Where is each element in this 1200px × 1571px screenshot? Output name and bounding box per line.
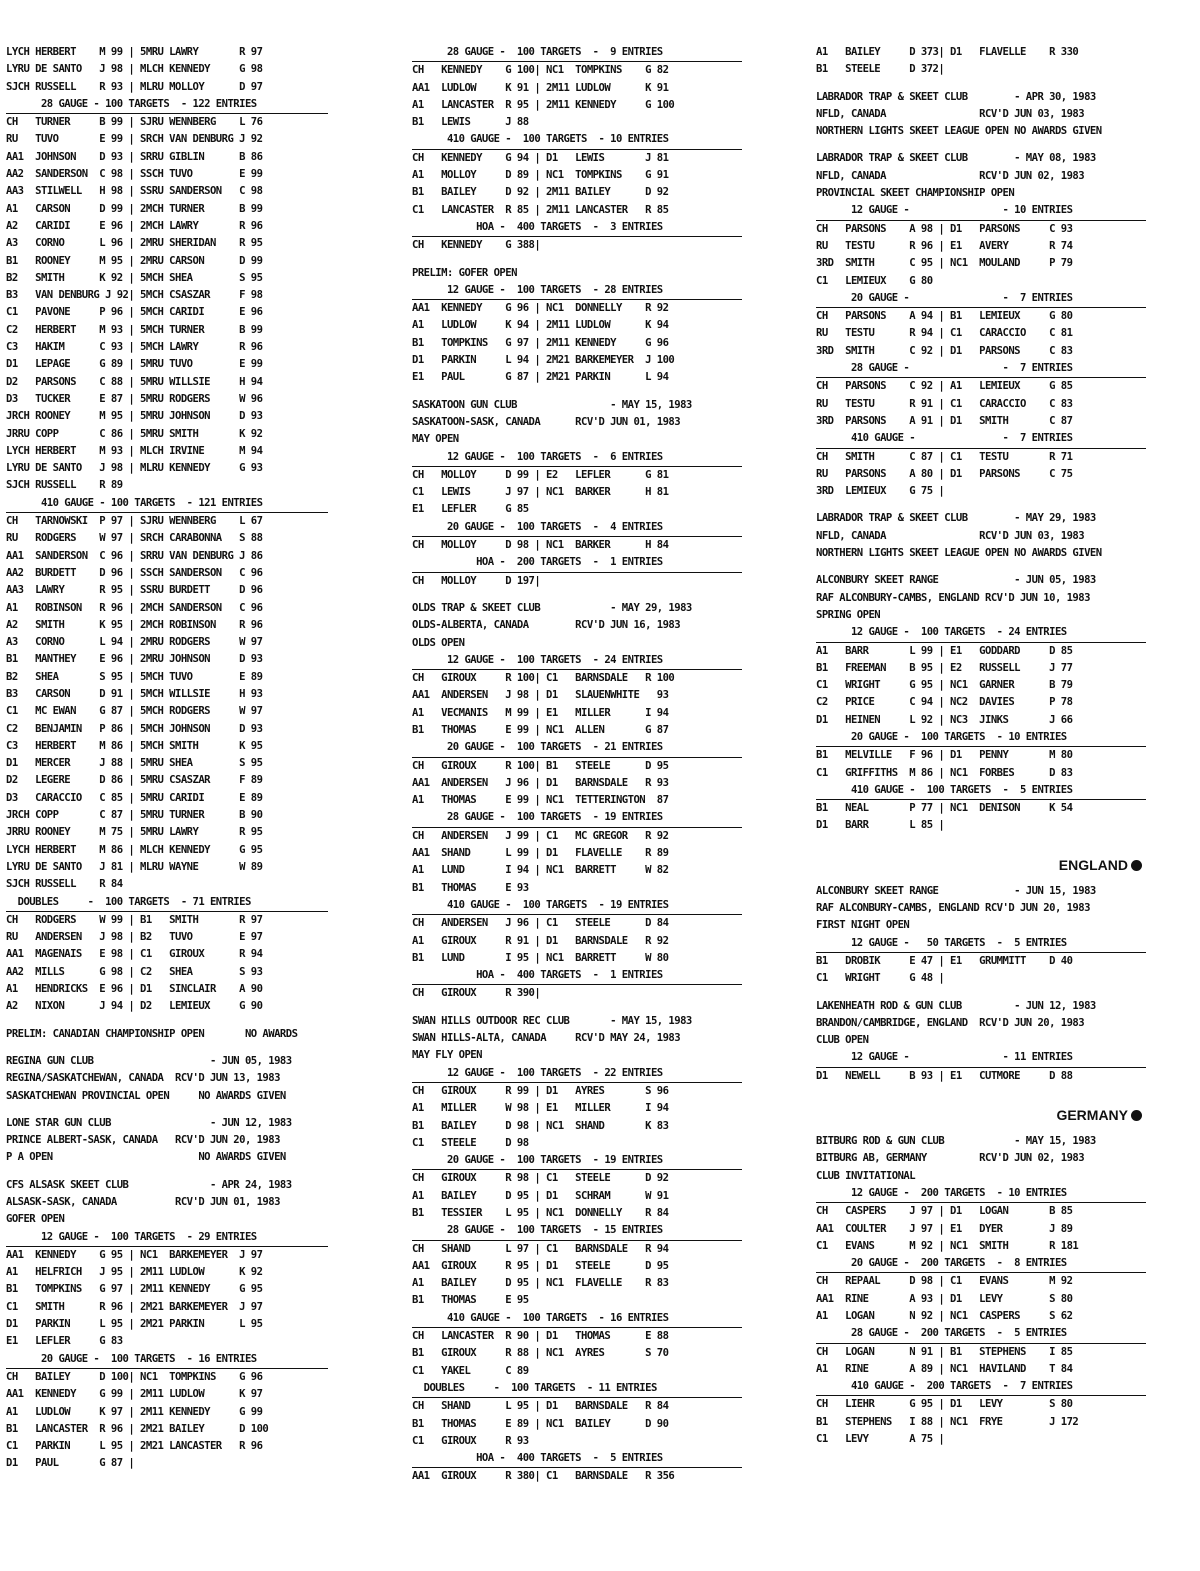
result-line: LYCH HERBERT M 86 | MLCH KENNEDY G 95 (6, 843, 263, 856)
result-block (6, 1053, 328, 1105)
result-line: C3 HERBERT M 86 | 5MCH SMITH K 95 (6, 739, 263, 752)
result-line: D2 PARSONS C 88 | 5MRU WILLSIE H 94 (6, 375, 263, 388)
result-block (816, 89, 1146, 141)
event-header: HOA - 400 TARGETS - 3 ENTRIES (412, 219, 742, 237)
result-line: C1 EVANS M 92 | NC1 SMITH R 181 (816, 1239, 1079, 1252)
result-line: D2 LEGERE D 86 | 5MRU CSASZAR F 89 (6, 774, 263, 787)
event-header: 12 GAUGE - 50 TARGETS - 5 ENTRIES (816, 935, 1146, 953)
result-line: AA1 COULTER J 97 | E1 DYER J 89 (816, 1222, 1073, 1235)
result-line: SJCH RUSSELL R 89 (6, 479, 123, 492)
result-line: RU TUVO E 99 | SRCH VAN DENBURG J 92 (6, 133, 263, 146)
result-line: A1 LANCASTER R 95 | 2M11 KENNEDY G 100 (412, 98, 675, 111)
result-line: C1 LEMIEUX G 80 (816, 274, 933, 287)
result-line: CH PARSONS A 94 | B1 LEMIEUX G 80 (816, 310, 1073, 323)
result-block (816, 150, 1146, 500)
result-line: RU TESTU R 91 | C1 CARACCIO C 83 (816, 397, 1073, 410)
result-line: B1 LEWIS J 88 (412, 116, 529, 129)
result-line: AA2 MILLS G 98 | C2 SHEA S 93 (6, 965, 263, 978)
country-heading (816, 853, 1146, 877)
result-line: B1 LUND I 95 | NC1 BARRETT W 80 (412, 951, 669, 964)
result-line: CH SHAND L 95 | D1 BARNSDALE R 84 (412, 1400, 669, 1413)
result-line: B2 SMITH K 92 | 5MCH SHEA S 95 (6, 271, 263, 284)
result-block (816, 510, 1146, 562)
result-line: LYCH HERBERT M 93 | MLCH IRVINE M 94 (6, 444, 263, 457)
result-line: CH MOLLOY D 98 | NC1 BARKER H 84 (412, 539, 669, 552)
event-header: 20 GAUGE - 200 TARGETS - 8 ENTRIES (816, 1255, 1146, 1273)
result-line: BRANDON/CAMBRIDGE, ENGLAND RCV'D JUN 20, 1983 (816, 1016, 1085, 1029)
result-line: D1 HEINEN L 92 | NC3 JINKS J 66 (816, 713, 1073, 726)
result-line: A1 GIROUX R 91 | D1 BARNSDALE R 92 (412, 934, 669, 947)
result-line: CH LIEHR G 95 | D1 LEVY S 80 (816, 1398, 1073, 1411)
event-header: 410 GAUGE - 100 TARGETS - 10 ENTRIES (412, 131, 742, 149)
block-spacer (816, 79, 1146, 89)
result-line: B1 THOMAS E 99 | NC1 ALLEN G 87 (412, 723, 669, 736)
event-header: 28 GAUGE - 100 TARGETS - 19 ENTRIES (412, 809, 742, 827)
result-block (816, 883, 1146, 988)
result-line: ALCONBURY SKEET RANGE - JUN 15, 1983 (816, 884, 1096, 897)
result-line: A1 LUND I 94 | NC1 BARRETT W 82 (412, 864, 669, 877)
block-spacer (816, 562, 1146, 572)
result-line: A1 BARR L 99 | E1 GODDARD D 85 (816, 644, 1073, 657)
result-line: AA1 KENNEDY G 96 | NC1 DONNELLY R 92 (412, 302, 669, 315)
event-header: 12 GAUGE - 100 TARGETS - 22 ENTRIES (412, 1065, 742, 1083)
result-line: CH SMITH C 87 | C1 TESTU R 71 (816, 450, 1073, 463)
result-line: A1 ROBINSON R 96 | 2MCH SANDERSON C 96 (6, 601, 263, 614)
result-line: CH ANDERSEN J 96 | C1 STEELE D 84 (412, 917, 669, 930)
result-block (412, 397, 742, 590)
event-header: 12 GAUGE - 200 TARGETS - 10 ENTRIES (816, 1185, 1146, 1203)
block-spacer (412, 255, 742, 265)
result-line: REGINA GUN CLUB - JUN 05, 1983 (6, 1054, 292, 1067)
result-line: A1 HELFRICH J 95 | 2M11 LUDLOW K 92 (6, 1266, 263, 1279)
event-header: 28 GAUGE - 100 TARGETS - 9 ENTRIES (412, 44, 742, 62)
result-line: C1 WRIGHT G 95 | NC1 GARNER B 79 (816, 679, 1073, 692)
result-line: CH CASPERS J 97 | D1 LOGAN B 85 (816, 1205, 1073, 1218)
result-line: CH LANCASTER R 90 | D1 THOMAS E 88 (412, 1330, 669, 1343)
result-line: SJCH RUSSELL R 93 | MLRU MOLLOY D 97 (6, 80, 263, 93)
result-line: CH MOLLOY D 99 | E2 LEFLER G 81 (412, 468, 669, 481)
event-header: 12 GAUGE - 100 TARGETS - 24 ENTRIES (816, 624, 1146, 642)
event-header: 12 GAUGE - 100 TARGETS - 29 ENTRIES (6, 1229, 328, 1247)
event-header: 12 GAUGE - 100 TARGETS - 6 ENTRIES (412, 449, 742, 467)
result-line: B1 BAILEY D 92 | 2M11 BAILEY D 92 (412, 186, 669, 199)
result-line: LAKENHEATH ROD & GUN CLUB - JUN 12, 1983 (816, 999, 1096, 1012)
result-line: C2 PRICE C 94 | NC2 DAVIES P 78 (816, 696, 1073, 709)
result-block (6, 44, 328, 1016)
result-line: LONE STAR GUN CLUB - JUN 12, 1983 (6, 1116, 292, 1129)
block-spacer (6, 1473, 328, 1483)
result-line: A2 NIXON J 94 | D2 LEMIEUX G 90 (6, 1000, 263, 1013)
result-line: B1 MELVILLE F 96 | D1 PENNY M 80 (816, 749, 1073, 762)
result-line: B2 SHEA S 95 | 5MCH TUVO E 89 (6, 670, 263, 683)
result-line: CH ANDERSEN J 99 | C1 MC GREGOR R 92 (412, 829, 669, 842)
result-line: LYRU DE SANTO J 98 | MLCH KENNEDY G 98 (6, 63, 263, 76)
event-header: 20 GAUGE - 100 TARGETS - 19 ENTRIES (412, 1152, 742, 1170)
result-line: CH KENNEDY G 100| NC1 TOMPKINS G 82 (412, 64, 669, 77)
result-line: PRELIM: CANADIAN CHAMPIONSHIP OPEN NO AWARDS (6, 1027, 298, 1040)
result-line: SASKATOON GUN CLUB - MAY 15, 1983 (412, 398, 692, 411)
result-line: AA3 STILWELL H 98 | SSRU SANDERSON C 98 (6, 185, 263, 198)
result-line: CH GIROUX R 100| B1 STEELE D 95 (412, 759, 669, 772)
result-line: JRCH ROONEY M 95 | 5MRU JOHNSON D 93 (6, 410, 263, 423)
result-line: CH PARSONS A 98 | D1 PARSONS C 93 (816, 222, 1073, 235)
result-line: JRRU COPP C 86 | 5MRU SMITH K 92 (6, 427, 263, 440)
event-header: 28 GAUGE - 100 TARGETS - 122 ENTRIES (6, 96, 328, 114)
result-line: AA2 BURDETT D 96 | SSCH SANDERSON C 96 (6, 566, 263, 579)
result-line: C1 SMITH R 96 | 2M21 BARKEMEYER J 97 (6, 1300, 263, 1313)
result-line: NORTHERN LIGHTS SKEET LEAGUE OPEN NO AWARDS GIVEN (816, 125, 1102, 138)
result-line: E1 LEFLER G 83 (6, 1335, 123, 1348)
result-line: CH GIROUX R 390| (412, 987, 541, 1000)
block-spacer (816, 835, 1146, 845)
result-line: RU ANDERSEN J 98 | B2 TUVO E 97 (6, 931, 263, 944)
result-line: A1 BAILEY D 95 | NC1 FLAVELLE R 83 (412, 1277, 669, 1290)
result-line: CH PARSONS C 92 | A1 LEMIEUX G 85 (816, 380, 1073, 393)
result-line: RU PARSONS A 80 | D1 PARSONS C 75 (816, 467, 1073, 480)
result-line: AA1 KENNEDY G 95 | NC1 BARKEMEYER J 97 (6, 1248, 263, 1261)
result-line: D1 PARKIN L 94 | 2M21 BARKEMEYER J 100 (412, 354, 675, 367)
result-line: B1 TOMPKINS G 97 | 2M11 KENNEDY G 96 (412, 336, 669, 349)
result-line: AA1 SANDERSON C 96 | SRRU VAN DENBURG J 86 (6, 549, 263, 562)
result-line: B1 TOMPKINS G 97 | 2M11 KENNEDY G 95 (6, 1283, 263, 1296)
result-line: B1 THOMAS E 93 (412, 881, 529, 894)
result-line: E1 PAUL G 87 | 2M21 PARKIN L 94 (412, 371, 669, 384)
result-line: CLUB INVITATIONAL (816, 1169, 916, 1182)
block-spacer (412, 387, 742, 397)
results-column-3 (816, 44, 1146, 1458)
result-line: C1 PAVONE P 96 | 5MCH CARIDI E 96 (6, 306, 263, 319)
block-spacer (6, 1167, 328, 1177)
result-line: CH KENNEDY G 388| (412, 239, 541, 252)
result-line: AA1 KENNEDY G 99 | 2M11 LUDLOW K 97 (6, 1388, 263, 1401)
result-line: OLDS TRAP & SKEET CLUB - MAY 29, 1983 (412, 601, 692, 614)
event-header: 410 GAUGE - 100 TARGETS - 19 ENTRIES (412, 897, 742, 915)
result-line: A2 CARIDI E 96 | 2MCH LAWRY R 96 (6, 219, 263, 232)
result-line: JRRU ROONEY M 75 | 5MRU LAWRY R 95 (6, 826, 263, 839)
result-block (6, 1026, 328, 1043)
result-line: A1 LUDLOW K 97 | 2M11 KENNEDY G 99 (6, 1405, 263, 1418)
result-line: B1 STEELE D 372| (816, 63, 945, 76)
result-line: AA1 SHAND L 99 | D1 FLAVELLE R 89 (412, 847, 669, 860)
result-line: CH REPAAL D 98 | C1 EVANS M 92 (816, 1275, 1073, 1288)
result-line: CH BAILEY D 100| NC1 TOMPKINS G 96 (6, 1370, 263, 1383)
result-line: E1 LEFLER G 85 (412, 503, 529, 516)
result-line: BITBURG AB, GERMANY RCV'D JUN 02, 1983 (816, 1152, 1085, 1165)
result-line: B3 VAN DENBURG J 92| 5MCH CSASZAR F 98 (6, 289, 263, 302)
result-line: RU RODGERS W 97 | SRCH CARABONNA S 88 (6, 532, 263, 545)
result-line: A3 CORNO L 94 | 2MRU RODGERS W 97 (6, 636, 263, 649)
event-header: 28 GAUGE - 200 TARGETS - 5 ENTRIES (816, 1325, 1146, 1343)
result-line: MAY FLY OPEN (412, 1049, 482, 1062)
result-line: PRINCE ALBERT-SASK, CANADA RCV'D JUN 20, 1983 (6, 1134, 280, 1147)
block-spacer (6, 1105, 328, 1115)
result-line: SJCH RUSSELL R 84 (6, 878, 123, 891)
result-line: LYCH HERBERT M 99 | 5MRU LAWRY R 97 (6, 46, 263, 58)
result-line: REGINA/SASKATCHEWAN, CANADA RCV'D JUN 13, 1983 (6, 1072, 280, 1085)
result-line: AA1 RINE A 93 | D1 LEVY S 80 (816, 1292, 1073, 1305)
result-line: ALCONBURY SKEET RANGE - JUN 05, 1983 (816, 574, 1096, 587)
result-line: P A OPEN NO AWARDS GIVEN (6, 1151, 286, 1164)
result-line: B1 DROBIK E 47 | E1 GRUMMITT D 40 (816, 954, 1073, 967)
result-line: D3 CARACCIO C 85 | 5MRU CARIDI E 89 (6, 791, 263, 804)
result-line: AA1 ANDERSEN J 96 | D1 BARNSDALE R 93 (412, 776, 669, 789)
result-line: A2 SMITH K 95 | 2MCH ROBINSON R 96 (6, 618, 263, 631)
result-line: A1 LUDLOW K 94 | 2M11 LUDLOW K 94 (412, 319, 669, 332)
result-line: RAF ALCONBURY-CAMBS, ENGLAND RCV'D JUN 20, 1983 (816, 902, 1090, 915)
result-line: CH LOGAN N 91 | B1 STEPHENS I 85 (816, 1345, 1073, 1358)
result-line: CH GIROUX R 100| C1 BARNSDALE R 100 (412, 672, 675, 685)
result-line: D1 PARKIN L 95 | 2M21 PARKIN L 95 (6, 1318, 263, 1331)
result-line: D1 NEWELL B 93 | E1 CUTMORE D 88 (816, 1069, 1073, 1082)
event-header: 12 GAUGE - 100 TARGETS - 28 ENTRIES (412, 282, 742, 300)
result-block (816, 1133, 1146, 1448)
result-line: A1 THOMAS E 99 | NC1 TETTERINGTON 87 (412, 794, 669, 807)
result-line: B1 NEAL P 77 | NC1 DENISON K 54 (816, 802, 1073, 815)
result-line: CH TARNOWSKI P 97 | SJRU WENNBERG L 67 (6, 515, 263, 528)
result-line: RU TESTU R 94 | C1 CARACCIO C 81 (816, 327, 1073, 340)
result-line: LABRADOR TRAP & SKEET CLUB - MAY 29, 1983 (816, 512, 1096, 525)
event-header: 20 GAUGE - 100 TARGETS - 21 ENTRIES (412, 739, 742, 757)
block-spacer (816, 1448, 1146, 1458)
result-line: B1 ROONEY M 95 | 2MRU CARSON D 99 (6, 254, 263, 267)
block-spacer (412, 1486, 742, 1496)
result-line: SASKATCHEWAN PROVINCIAL OPEN NO AWARDS GIVEN (6, 1089, 286, 1102)
result-line: JRCH COPP C 87 | 5MRU TURNER B 90 (6, 809, 263, 822)
result-line: A1 BAILEY D 95 | D1 SCHRAM W 91 (412, 1189, 669, 1202)
result-line: CH RODGERS W 99 | B1 SMITH R 97 (6, 913, 263, 926)
block-spacer (6, 1043, 328, 1053)
result-line: AA2 SANDERSON C 98 | SSCH TUVO E 99 (6, 168, 263, 181)
event-header: 12 GAUGE - - 10 ENTRIES (816, 202, 1146, 220)
event-header: HOA - 400 TARGETS - 5 ENTRIES (412, 1450, 742, 1468)
result-line: C2 HERBERT M 93 | 5MCH TURNER B 99 (6, 323, 263, 336)
result-line: D3 TUCKER E 87 | 5MRU RODGERS W 96 (6, 392, 263, 405)
result-line: SWAN HILLS OUTDOOR REC CLUB - MAY 15, 1983 (412, 1014, 692, 1027)
event-header: 28 GAUGE - - 7 ENTRIES (816, 360, 1146, 378)
result-line: A1 VECMANIS M 99 | E1 MILLER I 94 (412, 706, 669, 719)
result-line: RAF ALCONBURY-CAMBS, ENGLAND RCV'D JUN 10, 1983 (816, 591, 1090, 604)
result-line: MAY OPEN (412, 433, 459, 446)
result-line: PRELIM: GOFER OPEN (412, 266, 517, 279)
result-line: NFLD, CANADA RCV'D JUN 02, 1983 (816, 169, 1085, 182)
result-line: 3RD SMITH C 92 | D1 PARSONS C 83 (816, 344, 1073, 357)
result-line: B3 CARSON D 91 | 5MCH WILLSIE H 93 (6, 687, 263, 700)
result-line: AA1 GIROUX R 95 | D1 STEELE D 95 (412, 1259, 669, 1272)
result-line: NORTHERN LIGHTS SKEET LEAGUE OPEN NO AWARDS GIVEN (816, 547, 1102, 560)
block-spacer (6, 1016, 328, 1026)
block-spacer (412, 1003, 742, 1013)
result-line: 3RD PARSONS A 91 | D1 SMITH C 87 (816, 414, 1073, 427)
result-line: OLDS OPEN (412, 636, 465, 649)
country-label: ENGLAND (1058, 856, 1128, 873)
result-line: B1 THOMAS E 89 | NC1 BAILEY D 90 (412, 1417, 669, 1430)
event-header: HOA - 200 TARGETS - 1 ENTRIES (412, 554, 742, 572)
bullet-dot-icon (1131, 860, 1142, 871)
event-header: 20 GAUGE - 100 TARGETS - 16 ENTRIES (6, 1351, 328, 1369)
result-line: LYRU DE SANTO J 98 | MLRU KENNEDY G 93 (6, 462, 263, 475)
result-line: 3RD LEMIEUX G 75 | (816, 485, 945, 498)
result-line: LABRADOR TRAP & SKEET CLUB - APR 30, 1983 (816, 90, 1096, 103)
result-line: D1 BARR L 85 | (816, 819, 945, 832)
result-line: A1 MILLER W 98 | E1 MILLER I 94 (412, 1102, 669, 1115)
result-line: LABRADOR TRAP & SKEET CLUB - MAY 08, 1983 (816, 152, 1096, 165)
result-line: C1 YAKEL C 89 (412, 1364, 529, 1377)
result-line: CH MOLLOY D 197| (412, 574, 541, 587)
country-label: GERMANY (1056, 1107, 1128, 1124)
results-column-2 (412, 44, 742, 1496)
block-spacer (816, 1085, 1146, 1095)
result-line: CH GIROUX R 98 | C1 STEELE D 92 (412, 1172, 669, 1185)
result-line: CLUB OPEN (816, 1034, 869, 1047)
result-block (816, 572, 1146, 834)
result-line: A1 MOLLOY D 89 | NC1 TOMPKINS G 91 (412, 169, 669, 182)
result-line: RU TESTU R 96 | E1 AVERY R 74 (816, 239, 1073, 252)
result-line: AA1 LUDLOW K 91 | 2M11 LUDLOW K 91 (412, 81, 669, 94)
result-line: NFLD, CANADA RCV'D JUN 03, 1983 (816, 529, 1085, 542)
event-header: 410 GAUGE - 100 TARGETS - 5 ENTRIES (816, 782, 1146, 800)
result-line: B1 MANTHEY E 96 | 2MRU JOHNSON D 93 (6, 653, 263, 666)
result-line: SASKATOON-SASK, CANADA RCV'D JUN 01, 1983 (412, 415, 681, 428)
result-block (412, 1013, 742, 1486)
result-line: A1 BAILEY D 373| D1 FLAVELLE R 330 (816, 46, 1079, 58)
result-line: AA3 LAWRY R 95 | SSRU BURDETT D 96 (6, 584, 263, 597)
results-column-1 (6, 44, 328, 1483)
result-line: C1 LEWIS J 97 | NC1 BARKER H 81 (412, 486, 669, 499)
result-line: A1 RINE A 89 | NC1 HAVILAND T 84 (816, 1362, 1073, 1375)
result-line: C1 WRIGHT G 48 | (816, 972, 945, 985)
event-header: 20 GAUGE - 100 TARGETS - 4 ENTRIES (412, 519, 742, 537)
result-line: B1 FREEMAN B 95 | E2 RUSSELL J 77 (816, 661, 1073, 674)
event-header: HOA - 400 TARGETS - 1 ENTRIES (412, 967, 742, 985)
event-header: 410 GAUGE - 200 TARGETS - 7 ENTRIES (816, 1378, 1146, 1396)
result-line: C1 MC EWAN G 87 | 5MCH RODGERS W 97 (6, 705, 263, 718)
result-line: BITBURG ROD & GUN CLUB - MAY 15, 1983 (816, 1135, 1096, 1148)
result-line: C1 GRIFFITHS M 86 | NC1 FORBES D 83 (816, 766, 1073, 779)
result-line: B1 TESSIER L 95 | NC1 DONNELLY R 84 (412, 1207, 669, 1219)
result-line: D1 MERCER J 88 | 5MRU SHEA S 95 (6, 757, 263, 770)
result-block (412, 44, 742, 255)
event-header: 410 GAUGE - 100 TARGETS - 16 ENTRIES (412, 1310, 742, 1328)
result-line: A3 CORNO L 96 | 2MRU SHERIDAN R 95 (6, 237, 263, 250)
result-line: CH GIROUX R 99 | D1 AYRES S 96 (412, 1084, 669, 1097)
block-spacer (816, 500, 1146, 510)
result-line: A1 HENDRICKS E 96 | D1 SINCLAIR A 90 (6, 983, 263, 996)
result-line: C1 STEELE D 98 (412, 1136, 529, 1149)
result-line: CFS ALSASK SKEET CLUB - APR 24, 1983 (6, 1178, 292, 1191)
result-block (6, 1115, 328, 1167)
result-line: B1 LANCASTER R 96 | 2M21 BAILEY D 100 (6, 1422, 269, 1435)
result-line: AA1 MAGENAIS E 98 | C1 GIROUX R 94 (6, 948, 263, 961)
result-line: NFLD, CANADA RCV'D JUN 03, 1983 (816, 107, 1085, 120)
result-line: D1 LEPAGE G 89 | 5MRU TUVO E 99 (6, 358, 263, 371)
result-line: ALSASK-SASK, CANADA RCV'D JUN 01, 1983 (6, 1196, 280, 1208)
result-block (412, 265, 742, 387)
result-block (412, 600, 742, 1003)
event-header: 410 GAUGE - - 7 ENTRIES (816, 430, 1146, 448)
result-line: B1 BAILEY D 98 | NC1 SHAND K 83 (412, 1119, 669, 1132)
result-line: CH SHAND L 97 | C1 BARNSDALE R 94 (412, 1242, 669, 1255)
result-line: C1 LEVY A 75 | (816, 1433, 945, 1446)
result-block (816, 998, 1146, 1085)
event-header: 20 GAUGE - 100 TARGETS - 10 ENTRIES (816, 729, 1146, 747)
result-line: 3RD SMITH C 95 | NC1 MOULAND P 79 (816, 257, 1073, 270)
result-line: FIRST NIGHT OPEN (816, 919, 910, 932)
result-line: GOFER OPEN (6, 1213, 65, 1226)
result-line: AA1 ANDERSEN J 98 | D1 SLAUENWHITE 93 (412, 689, 669, 702)
result-line: OLDS-ALBERTA, CANADA RCV'D JUN 16, 1983 (412, 619, 681, 632)
result-line: CH TURNER B 99 | SJRU WENNBERG L 76 (6, 116, 263, 129)
result-block (6, 1177, 328, 1473)
result-line: D1 PAUL G 87 | (6, 1457, 135, 1470)
block-spacer (412, 590, 742, 600)
result-line: C1 LANCASTER R 85 | 2M11 LANCASTER R 85 (412, 203, 669, 216)
block-spacer (816, 988, 1146, 998)
country-heading (816, 1103, 1146, 1127)
result-line: A1 CARSON D 99 | 2MCH TURNER B 99 (6, 202, 263, 215)
event-header: 12 GAUGE - 100 TARGETS - 24 ENTRIES (412, 652, 742, 670)
result-line: C1 PARKIN L 95 | 2M21 LANCASTER R 96 (6, 1440, 263, 1453)
result-line: PROVINCIAL SKEET CHAMPIONSHIP OPEN (816, 187, 1015, 200)
result-line: B1 STEPHENS I 88 | NC1 FRYE J 172 (816, 1415, 1079, 1428)
result-line: C2 BENJAMIN P 86 | 5MCH JOHNSON D 93 (6, 722, 263, 735)
result-line: B1 THOMAS E 95 (412, 1294, 529, 1307)
result-line: C3 HAKIM C 93 | 5MCH LAWRY R 96 (6, 341, 263, 354)
bullet-dot-icon (1131, 1110, 1142, 1121)
result-line: SWAN HILLS-ALTA, CANADA RCV'D MAY 24, 1983 (412, 1032, 681, 1045)
event-header: 410 GAUGE - 100 TARGETS - 121 ENTRIES (6, 495, 328, 513)
result-line: SPRING OPEN (816, 608, 881, 621)
result-line: C1 GIROUX R 93 (412, 1434, 529, 1447)
event-header: DOUBLES - 100 TARGETS - 71 ENTRIES (6, 894, 328, 912)
result-line: A1 LOGAN N 92 | NC1 CASPERS S 62 (816, 1310, 1073, 1322)
event-header: 28 GAUGE - 100 TARGETS - 15 ENTRIES (412, 1222, 742, 1240)
block-spacer (816, 140, 1146, 150)
result-line: LYRU DE SANTO J 81 | MLRU WAYNE W 89 (6, 860, 263, 873)
event-header: DOUBLES - 100 TARGETS - 11 ENTRIES (412, 1380, 742, 1398)
result-line: B1 GIROUX R 88 | NC1 AYRES S 70 (412, 1347, 669, 1360)
event-header: 12 GAUGE - - 11 ENTRIES (816, 1049, 1146, 1067)
result-line: AA1 JOHNSON D 93 | SRRU GIBLIN B 86 (6, 150, 263, 163)
result-line: CH KENNEDY G 94 | D1 LEWIS J 81 (412, 151, 669, 164)
result-block (816, 44, 1146, 79)
result-line: AA1 GIROUX R 380| C1 BARNSDALE R 356 (412, 1470, 675, 1483)
event-header: 20 GAUGE - - 7 ENTRIES (816, 290, 1146, 308)
